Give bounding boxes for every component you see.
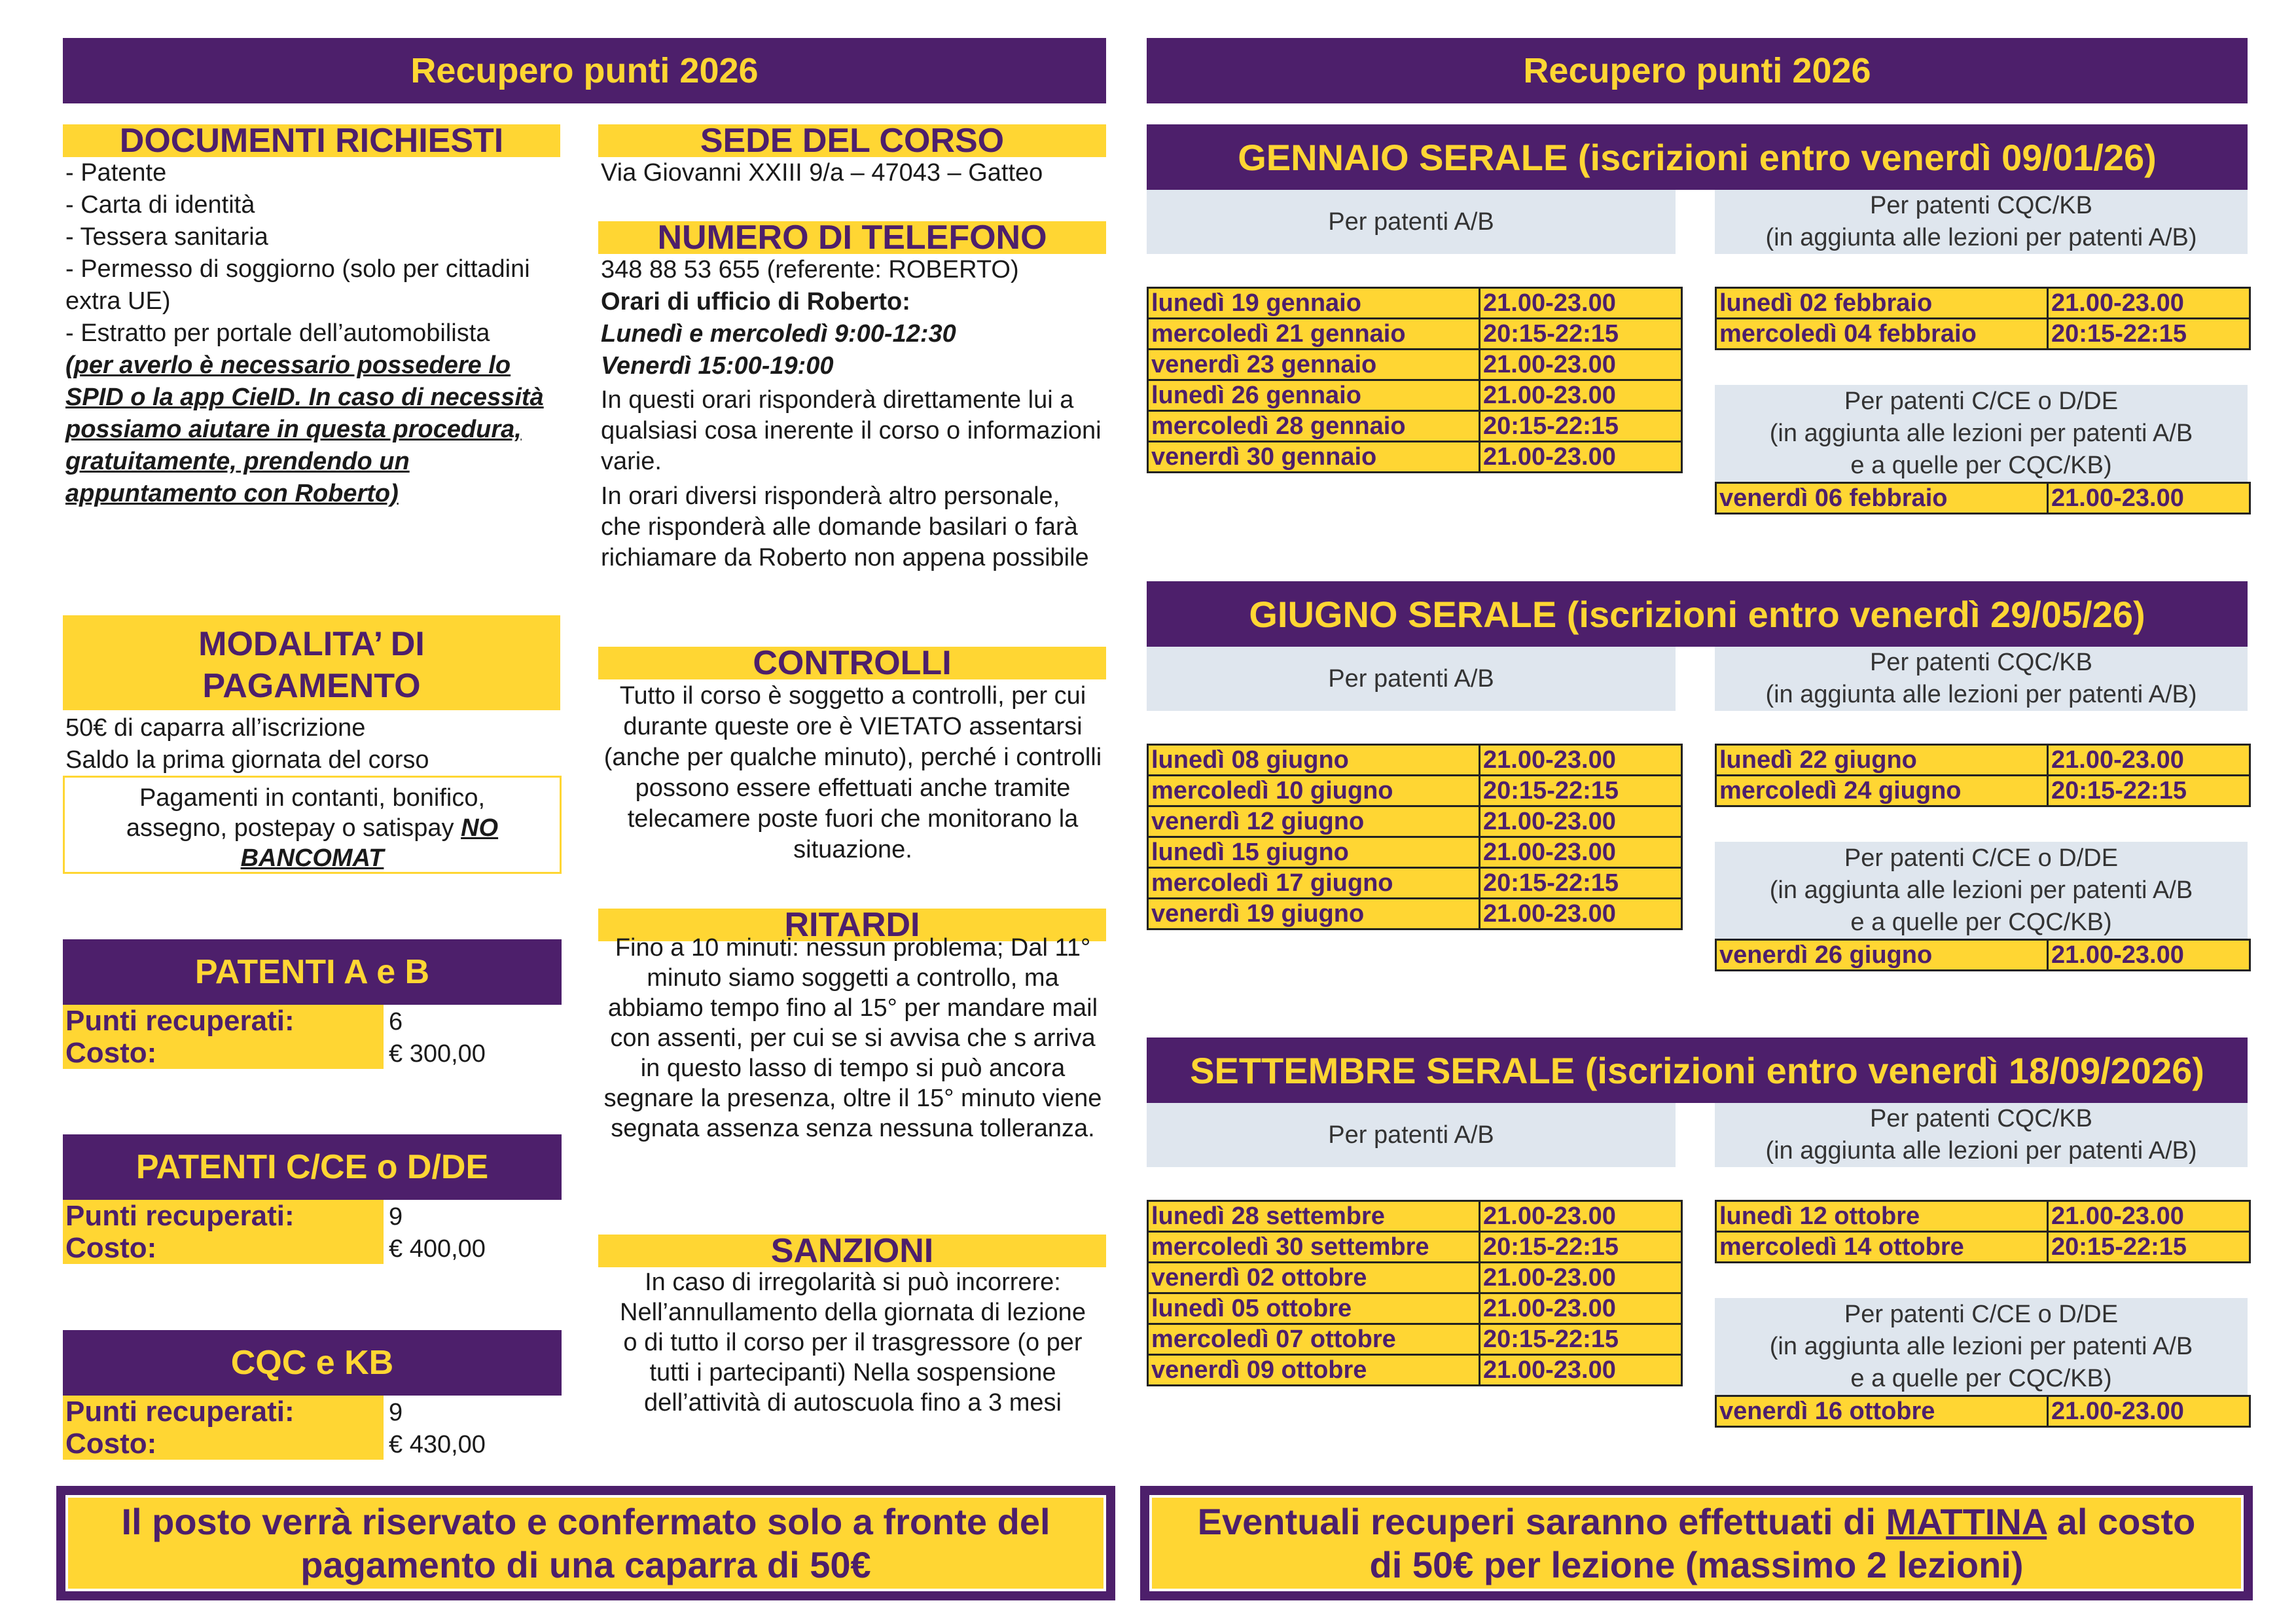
lesson-date: mercoledì 14 ottobre (1716, 1232, 2048, 1263)
left-footer (56, 1486, 1115, 1600)
points-label: Punti recuperati: (63, 1005, 384, 1037)
sanzioni-text: In caso di irregolarità si può incorrere: Nell’annullamento della giornata di lezione o di tutto il corso per il trasgressore (o per tutti i partecipanti) Nella sospensione dell’attività di autoscuola fino a 3 mesi (620, 1269, 1086, 1416)
schedule-ab (1147, 287, 1683, 473)
lesson-date: mercoledì 07 ottobre (1148, 1324, 1480, 1355)
points-value: 9 (389, 1203, 403, 1231)
session-title: SETTEMBRE SERALE (iscrizioni entro venerdì 18/09/2026) (1147, 1038, 2248, 1103)
table-row (1148, 806, 1682, 837)
schedule-cde (1715, 939, 2251, 971)
lesson-time: 20:15-22:15 (2048, 319, 2250, 350)
table-row (1148, 1263, 1682, 1293)
session-title: GIUGNO SERALE (iscrizioni entro venerdì 29/05/26) (1147, 581, 2248, 647)
table-row (1716, 319, 2250, 350)
category-cde-1: Per patenti C/CE o D/DE (1844, 387, 2119, 415)
table-row (1148, 1355, 1682, 1386)
list-item: - Carta di identità (65, 191, 255, 219)
left-footer-text: Il posto verrà riservato e confermato solo a fronte del pagamento di una caparra di 50€ (65, 1495, 1106, 1591)
documenti-note: (per averlo è necessario possedere lo SPID o la app CieID. In caso di necessità possiamo aiutare in questa procedura, gratuitamente, prendendo un appuntamento con Roberto) (65, 352, 544, 507)
ritardi-title: RITARDI (598, 909, 1106, 941)
telefono-title: NUMERO DI TELEFONO (598, 221, 1106, 254)
right-footer-text (1149, 1495, 2244, 1591)
table-row (1148, 776, 1682, 806)
category-cqc-2: (in aggiunta alle lezioni per patenti A/B) (1765, 681, 2197, 708)
category-cqc (1715, 1103, 2248, 1167)
table-row (1716, 288, 2250, 319)
lesson-date: venerdì 16 ottobre (1716, 1396, 2048, 1427)
category-cde-1: Per patenti C/CE o D/DE (1844, 1300, 2119, 1328)
lesson-date: lunedì 19 gennaio (1148, 288, 1480, 319)
orari-title: Orari di ufficio di Roberto: (601, 288, 910, 316)
points-value: 6 (389, 1008, 403, 1036)
pagamento-methods: Pagamenti in contanti, bonifico, assegno, postepay o satispay (126, 784, 486, 842)
points-value: 9 (389, 1399, 403, 1426)
table-row (1148, 350, 1682, 380)
table-row (1148, 899, 1682, 929)
lesson-date: mercoledì 30 settembre (1148, 1232, 1480, 1263)
lesson-date: mercoledì 28 gennaio (1148, 411, 1480, 442)
footer-post: al costo di 50€ per lezione (massimo 2 lezioni) (1369, 1500, 2196, 1585)
lesson-time: 21.00-23.00 (1480, 745, 1682, 776)
table-row (1148, 1324, 1682, 1355)
cost-label: Costo: (63, 1232, 384, 1264)
orari-1: Lunedì e mercoledì 9:00-12:30 (601, 320, 956, 348)
sanzioni-title: SANZIONI (598, 1235, 1106, 1267)
category-cqc (1715, 647, 2248, 711)
lesson-time: 20:15-22:15 (1480, 319, 1682, 350)
table-row (1716, 483, 2250, 514)
lesson-date: lunedì 12 ottobre (1716, 1201, 2048, 1232)
session-title: GENNAIO SERALE (iscrizioni entro venerdì 09/01/26) (1147, 124, 2248, 190)
category-cqc-1: Per patenti CQC/KB (1869, 649, 2093, 676)
ritardi-text: Fino a 10 minuti: nessun problema; Dal 11° minuto siamo soggetti a controllo, ma abbiamo tempo fino al 15° per mandare mail con assenti, per cui se si avvisa che s arriva in questo lasso di tempo si può ancora segnare la presenza, oltre il 15° minuto viene segnata assenza senza nessuna tolleranza. (603, 934, 1102, 1142)
lesson-date: venerdì 06 febbraio (1716, 483, 2048, 514)
table-row (1148, 745, 1682, 776)
right-footer (1140, 1486, 2253, 1600)
lesson-date: mercoledì 24 giugno (1716, 776, 2048, 806)
table-row (1148, 868, 1682, 899)
category-cqc-2: (in aggiunta alle lezioni per patenti A/B) (1765, 224, 2197, 251)
table-row (1716, 745, 2250, 776)
category-cde (1715, 385, 2248, 482)
cost-label: Costo: (63, 1037, 384, 1069)
table-row (1716, 1201, 2250, 1232)
list-item: - Permesso di soggiorno (solo per cittadini extra UE) (65, 255, 530, 315)
table-row (1716, 1232, 2250, 1263)
lesson-time: 21.00-23.00 (1480, 1201, 1682, 1232)
lesson-time: 21.00-23.00 (2048, 940, 2250, 971)
category-cqc (1715, 190, 2248, 254)
schedule-cqc (1715, 1200, 2251, 1263)
category-cde-2: (in aggiunta alle lezioni per patenti A/B (1769, 1332, 2193, 1360)
lesson-date: venerdì 09 ottobre (1148, 1355, 1480, 1386)
sede-title: SEDE DEL CORSO (598, 124, 1106, 157)
table-row (1148, 319, 1682, 350)
no-bancomat: NO BANCOMAT (240, 814, 499, 872)
lesson-date: mercoledì 21 gennaio (1148, 319, 1480, 350)
left-banner: Recupero punti 2026 (63, 38, 1106, 103)
patenti-title: PATENTI C/CE o D/DE (63, 1134, 562, 1200)
lesson-time: 21.00-23.00 (2048, 1396, 2250, 1427)
lesson-time: 20:15-22:15 (2048, 1232, 2250, 1263)
cost-value: € 300,00 (389, 1040, 486, 1068)
lesson-time: 21.00-23.00 (1480, 442, 1682, 473)
table-row (1148, 411, 1682, 442)
lesson-date: mercoledì 10 giugno (1148, 776, 1480, 806)
lesson-date: venerdì 19 giugno (1148, 899, 1480, 929)
pagamento-title: MODALITA’ DI PAGAMENTO (63, 615, 560, 710)
table-row (1148, 380, 1682, 411)
pagamento-line2: Saldo la prima giornata del corso (65, 746, 429, 774)
right-banner: Recupero punti 2026 (1147, 38, 2248, 103)
table-row (1716, 1396, 2250, 1427)
controlli-text: Tutto il corso è soggetto a controlli, per cui durante queste ore è VIETATO assentarsi (anche per qualche minuto), perché i controlli possono essere effettuati anche tramite telecamere poste fuori che monitorano la situazione. (603, 682, 1102, 863)
lesson-time: 21.00-23.00 (1480, 806, 1682, 837)
lesson-time: 20:15-22:15 (1480, 1232, 1682, 1263)
category-ab: Per patenti A/B (1147, 190, 1676, 254)
pagamento-line1: 50€ di caparra all’iscrizione (65, 714, 366, 742)
list-item: - Patente (65, 159, 167, 187)
lesson-date: venerdì 12 giugno (1148, 806, 1480, 837)
lesson-date: lunedì 28 settembre (1148, 1201, 1480, 1232)
points-label: Punti recuperati: (63, 1200, 384, 1232)
telefono-p2: In orari diversi risponderà altro personale, che risponderà alle domande basilari o farà richiamare da Roberto non appena possibile (601, 482, 1089, 571)
lesson-date: mercoledì 04 febbraio (1716, 319, 2048, 350)
table-row (1148, 837, 1682, 868)
schedule-ab (1147, 744, 1683, 930)
category-cde (1715, 1298, 2248, 1395)
category-cde-1: Per patenti C/CE o D/DE (1844, 844, 2119, 872)
lesson-time: 21.00-23.00 (2048, 288, 2250, 319)
lesson-date: venerdì 02 ottobre (1148, 1263, 1480, 1293)
table-row (1148, 1201, 1682, 1232)
table-row (1148, 442, 1682, 473)
lesson-time: 21.00-23.00 (1480, 899, 1682, 929)
category-cde-3: e a quelle per CQC/KB) (1850, 451, 2112, 479)
schedule-cde (1715, 1395, 2251, 1428)
lesson-time: 21.00-23.00 (1480, 1293, 1682, 1324)
lesson-time: 20:15-22:15 (1480, 776, 1682, 806)
patenti-title: CQC e KB (63, 1330, 562, 1396)
lesson-date: lunedì 08 giugno (1148, 745, 1480, 776)
category-cqc-1: Per patenti CQC/KB (1869, 192, 2093, 219)
lesson-date: lunedì 05 ottobre (1148, 1293, 1480, 1324)
list-item: - Estratto per portale dell’automobilista (65, 319, 490, 347)
telefono-p1: In questi orari risponderà direttamente lui a qualsiasi cosa inerente il corso o informazioni varie. (601, 386, 1102, 475)
category-cde-2: (in aggiunta alle lezioni per patenti A/B (1769, 419, 2193, 447)
lesson-time: 20:15-22:15 (1480, 411, 1682, 442)
lesson-time: 21.00-23.00 (1480, 1263, 1682, 1293)
orari-2: Venerdì 15:00-19:00 (601, 352, 834, 380)
category-cde (1715, 842, 2248, 939)
points-label: Punti recuperati: (63, 1396, 384, 1428)
lesson-time: 20:15-22:15 (1480, 1324, 1682, 1355)
category-cde-2: (in aggiunta alle lezioni per patenti A/B (1769, 876, 2193, 904)
cost-label: Costo: (63, 1428, 384, 1460)
lesson-time: 21.00-23.00 (1480, 837, 1682, 868)
schedule-cqc (1715, 744, 2251, 807)
schedule-ab (1147, 1200, 1683, 1386)
phone-number: 348 88 53 655 (referente: ROBERTO) (601, 256, 1019, 283)
patenti-title: PATENTI A e B (63, 939, 562, 1005)
lesson-date: lunedì 02 febbraio (1716, 288, 2048, 319)
lesson-time: 20:15-22:15 (1480, 868, 1682, 899)
patenti-cqc-block (63, 1330, 562, 1460)
lesson-time: 21.00-23.00 (1480, 288, 1682, 319)
cost-value: € 430,00 (389, 1431, 486, 1458)
footer-pre: Eventuali recuperi saranno effettuati di (1197, 1500, 1886, 1542)
cost-value: € 400,00 (389, 1235, 486, 1263)
table-row (1716, 776, 2250, 806)
lesson-date: lunedì 26 gennaio (1148, 380, 1480, 411)
telefono-block (601, 254, 1105, 573)
patenti-ab-block (63, 939, 562, 1069)
table-row (1148, 1232, 1682, 1263)
lesson-date: venerdì 30 gennaio (1148, 442, 1480, 473)
category-cqc-2: (in aggiunta alle lezioni per patenti A/B) (1765, 1137, 2197, 1164)
schedule-cde (1715, 482, 2251, 514)
category-cde-3: e a quelle per CQC/KB) (1850, 908, 2112, 936)
lesson-time: 21.00-23.00 (1480, 350, 1682, 380)
documenti-list (65, 157, 563, 510)
lesson-date: lunedì 15 giugno (1148, 837, 1480, 868)
lesson-time: 21.00-23.00 (2048, 1201, 2250, 1232)
footer-emph: MATTINA (1886, 1500, 2047, 1542)
lesson-date: venerdì 26 giugno (1716, 940, 2048, 971)
lesson-date: lunedì 22 giugno (1716, 745, 2048, 776)
lesson-time: 21.00-23.00 (2048, 745, 2250, 776)
documenti-title: DOCUMENTI RICHIESTI (63, 124, 560, 157)
table-row (1716, 940, 2250, 971)
list-item: - Tessera sanitaria (65, 223, 268, 251)
lesson-time: 21.00-23.00 (1480, 1355, 1682, 1386)
controlli-title: CONTROLLI (598, 647, 1106, 679)
lesson-time: 20:15-22:15 (2048, 776, 2250, 806)
lesson-time: 21.00-23.00 (1480, 380, 1682, 411)
category-cqc-1: Per patenti CQC/KB (1869, 1105, 2093, 1132)
lesson-date: mercoledì 17 giugno (1148, 868, 1480, 899)
category-ab: Per patenti A/B (1147, 1103, 1676, 1167)
table-row (1148, 1293, 1682, 1324)
category-cde-3: e a quelle per CQC/KB) (1850, 1364, 2112, 1392)
sede-address: Via Giovanni XXIII 9/a – 47043 – Gatteo (601, 159, 1043, 187)
category-ab: Per patenti A/B (1147, 647, 1676, 711)
lesson-date: venerdì 23 gennaio (1148, 350, 1480, 380)
schedule-cqc (1715, 287, 2251, 350)
table-row (1148, 288, 1682, 319)
pagamento-box (63, 776, 562, 874)
lesson-time: 21.00-23.00 (2048, 483, 2250, 514)
patenti-cd-block (63, 1134, 562, 1264)
